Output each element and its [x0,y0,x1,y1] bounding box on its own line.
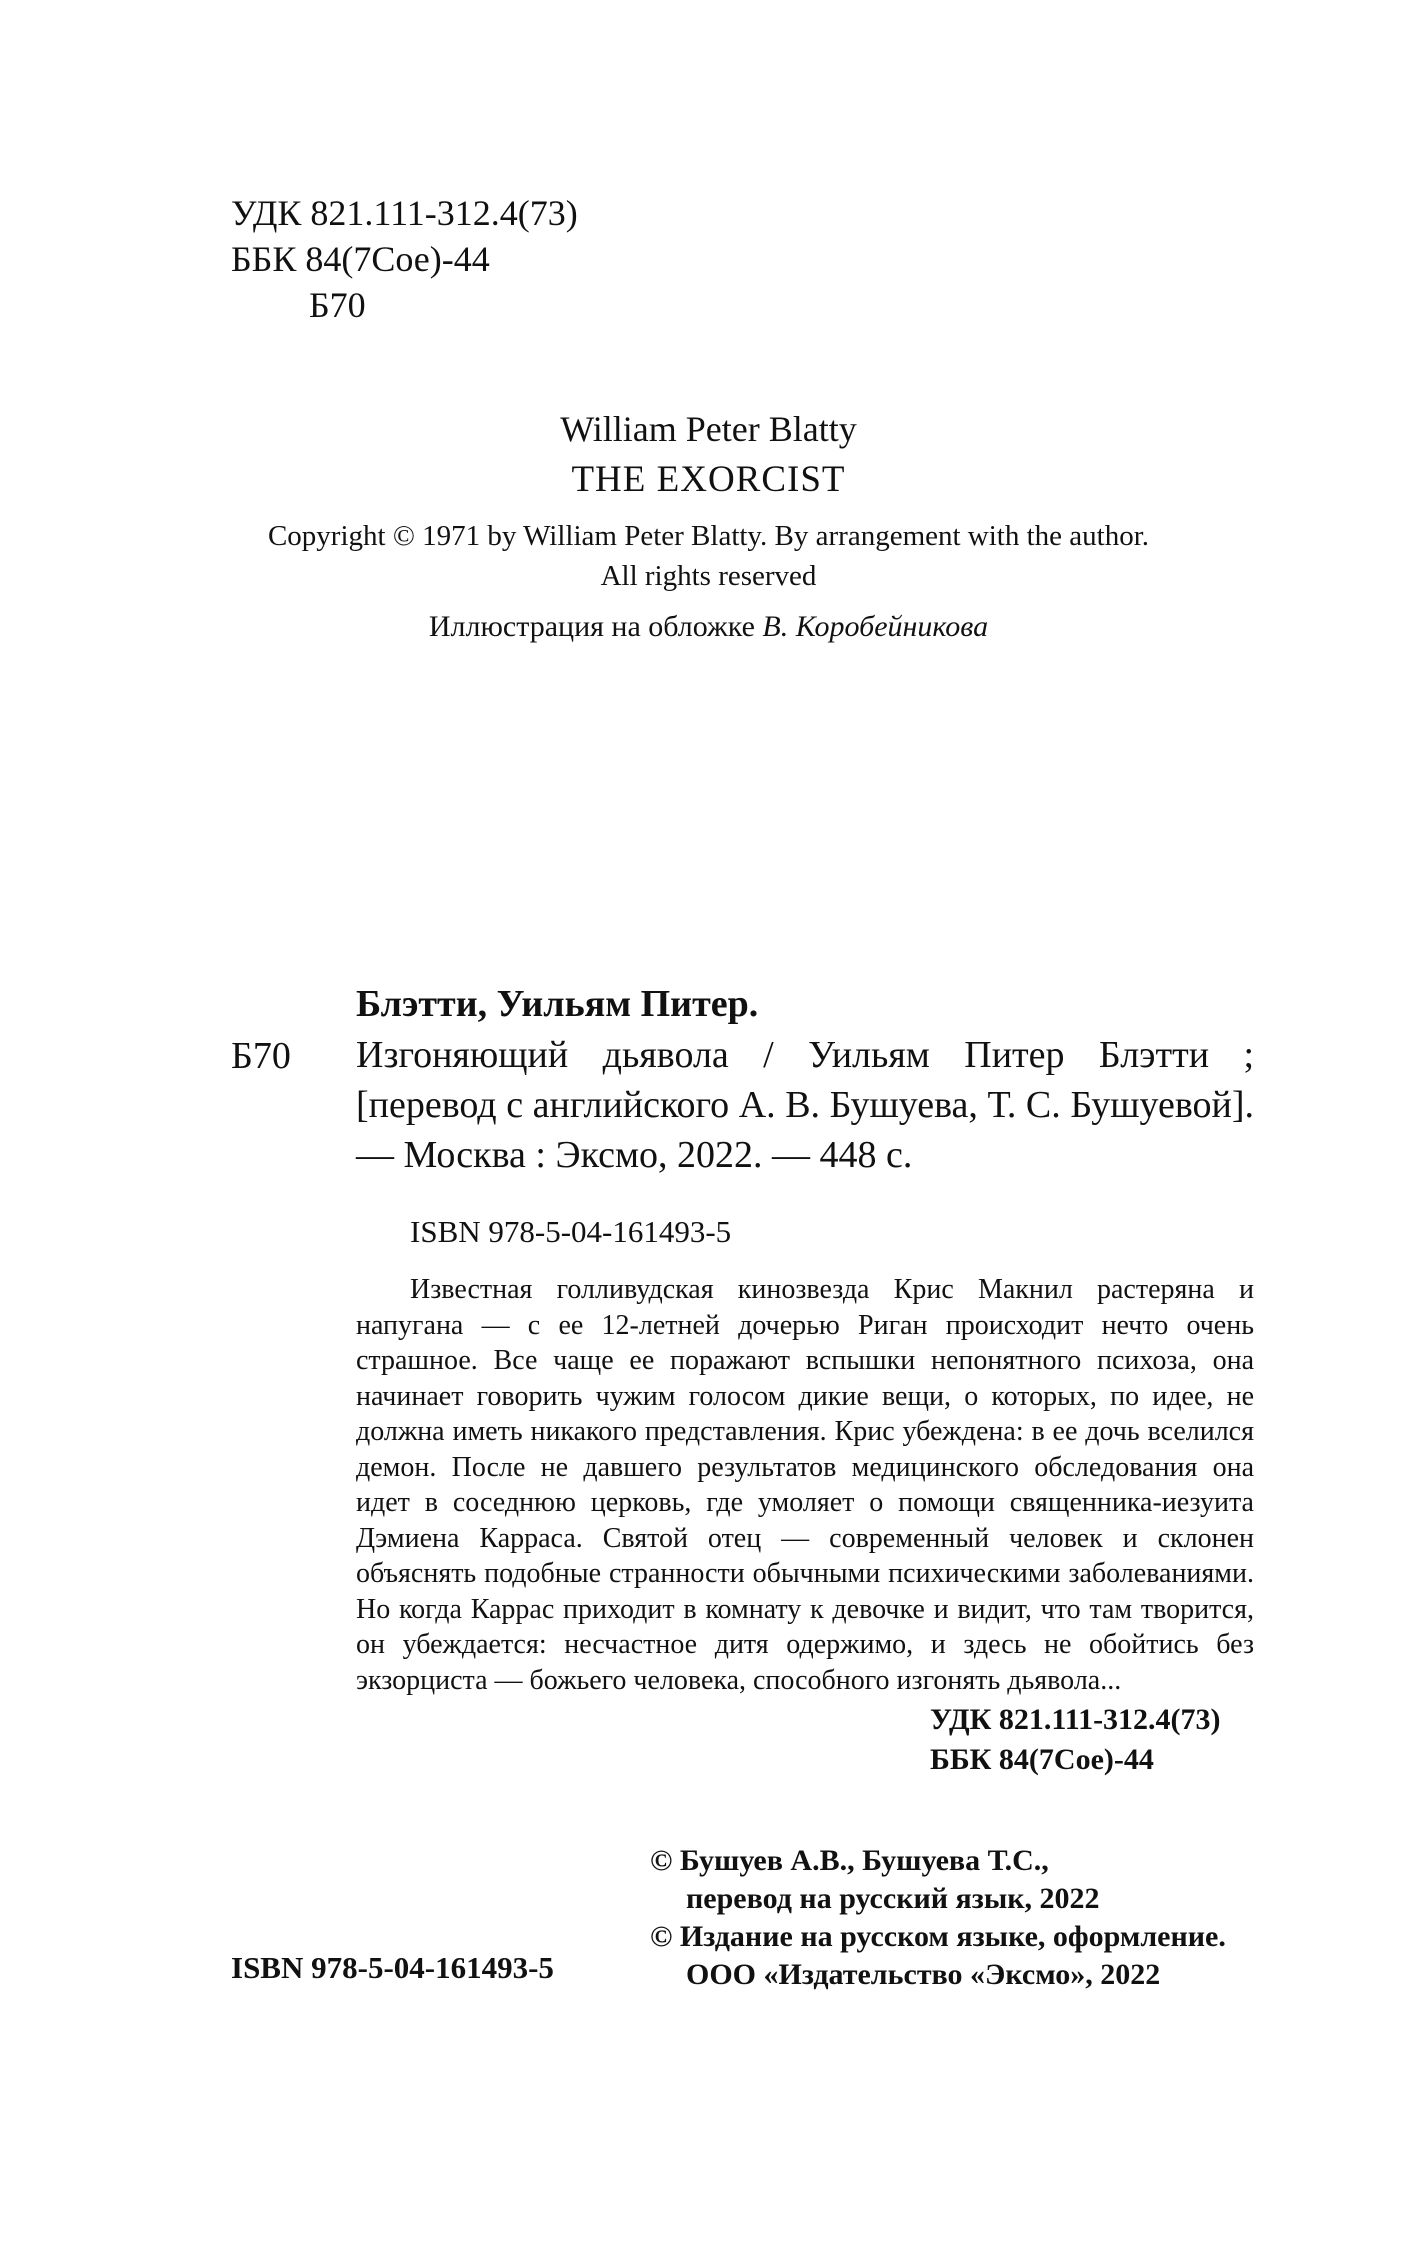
catalog-author-mark: Б70 [231,1035,291,1077]
illustration-credit [0,610,1417,644]
footer-isbn: ISBN 978-5-04-161493-5 [231,1950,554,1985]
catalog-description: Изгоняющий дьявола / Уильям Питер Блэтти ; [перевод с английского А. В. Бушуева, Т. С. Бушуевой]. — Москва : Эксмо, 2022. — 448 с. [356,1034,1254,1176]
udk-code: УДК 821.111-312.4(73) [231,193,578,233]
footer-copyrights [650,1842,1226,1994]
translation-copyright: © Бушуев А.В., Бушуева Т.С., [650,1844,1049,1877]
author-mark: Б70 [309,285,366,325]
translation-copyright-detail: перевод на русский язык, 2022 [686,1882,1100,1915]
illustration-label: Иллюстрация на обложке [428,610,763,643]
book-annotation: Известная голливудская кинозвезда Крис Макнил растеряна и напугана — с ее 12-летней дочерью Риган происходит нечто очень страшное. Все чаще ее поражают вспышки непонятного психоза, она начинает говорить чужим голосом дикие вещи, о которых, по идее, не должна иметь никакого представления. Крис убеждена: в ее дочь вселился демон. После не давшего результатов медицинского обследования она идет в соседнюю церковь, где умоляет о помощи священника-иезуита Дэмиена Карраса. Святой отец — современный человек и склонен объяснять подобные странности обычными психическими заболеваниями. Но когда Каррас приходит в комнату к девочке и видит, что там творится, он убеждается: несчастное дитя одержимо, и здесь не обойтись без экзорциста — божьего человека, способного изгонять дьявола... [356,1274,1254,1696]
bbk-code: ББК 84(7Сое)-44 [231,239,490,279]
catalog-heading: Блэтти, Уильям Питер. [356,983,759,1025]
original-author: William Peter Blatty [560,409,857,449]
catalog-udk: УДК 821.111-312.4(73) [930,1703,1221,1736]
edition-copyright: © Издание на русском языке, оформление. [650,1920,1226,1953]
catalog-bbk: ББК 84(7Сое)-44 [930,1743,1154,1776]
catalog-codes [930,1700,1221,1780]
catalog-isbn: ISBN 978-5-04-161493-5 [410,1214,732,1249]
original-title: THE EXORCIST [571,459,846,500]
publisher-copyright: ООО «Издательство «Эксмо», 2022 [686,1958,1161,1991]
illustration-artist: В. Коробейникова [762,610,989,643]
original-copyright [0,516,1417,596]
classification-codes [231,190,578,328]
copyright-line: Copyright © 1971 by William Peter Blatty. By arrangement with the author. [267,520,1150,552]
rights-line: All rights reserved [600,560,817,592]
